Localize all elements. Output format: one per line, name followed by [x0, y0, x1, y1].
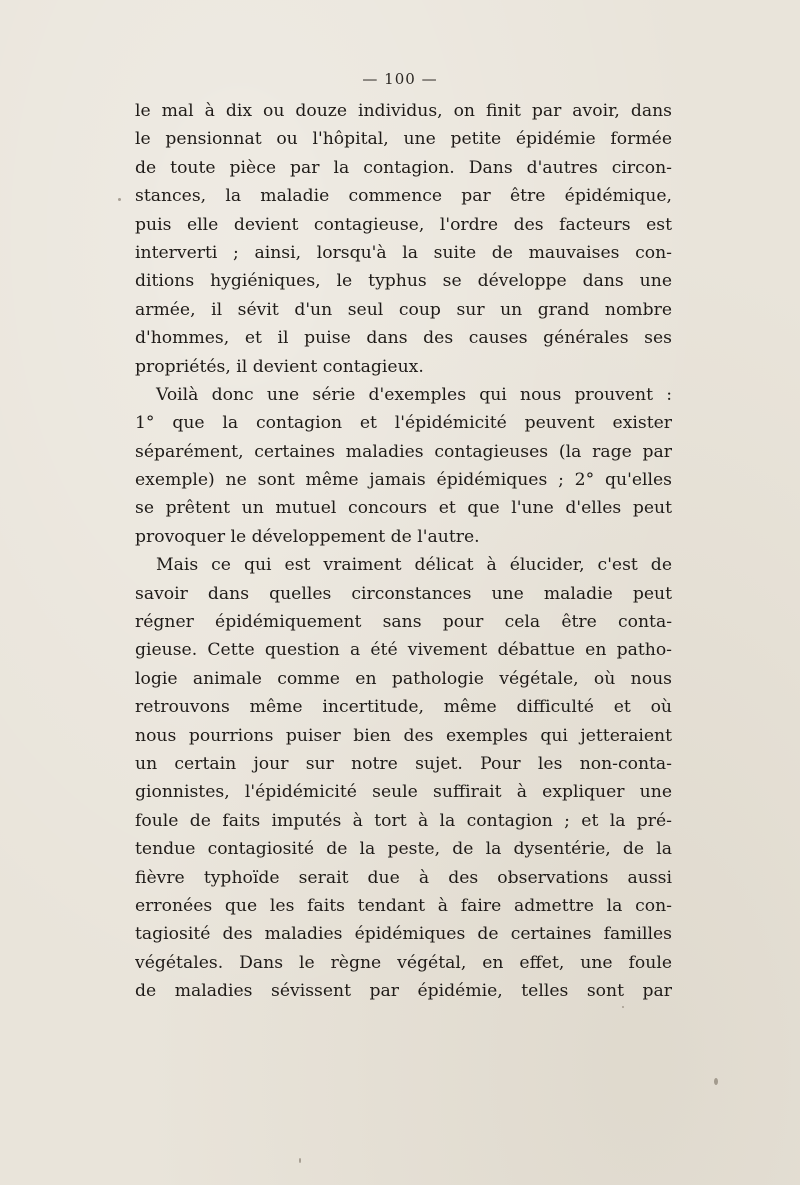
- paragraph-start-line: Voilà donc une série d'exemples qui nous prouvent :: [156, 384, 672, 405]
- paragraph-end-line: provoquer le développement de l'autre.: [135, 526, 480, 547]
- text-line: végétales. Dans le règne végétal, en effet, une foule: [135, 952, 672, 973]
- text-line: séparément, certaines maladies contagieuses (la rage par: [135, 441, 672, 462]
- text-line: stances, la maladie commence par être épidémique,: [135, 186, 672, 207]
- text-line: erronées que les faits tendant à faire admettre la con-: [135, 895, 672, 916]
- text-line: armée, il sévit d'un seul coup sur un grand nombre: [135, 299, 672, 320]
- text-line: le mal à dix ou douze individus, on finit par avoir, dans: [135, 101, 672, 121]
- paragraph-start-line: Mais ce qui est vraiment délicat à élucider, c'est de: [156, 555, 672, 576]
- text-line: 1° que la contagion et l'épidémicité peuvent exister: [135, 413, 672, 434]
- text-line: logie animale comme en pathologie végétale, où nous: [135, 668, 672, 689]
- text-line: tagiosité des maladies épidémiques de certaines familles: [135, 924, 672, 945]
- text-line: nous pourrions puiser bien des exemples qui jetteraient: [135, 725, 672, 746]
- text-line: de toute pièce par la contagion. Dans d'autres circon-: [135, 157, 672, 178]
- paper-speck: [118, 198, 121, 201]
- page-number: — 100 —: [362, 70, 438, 88]
- text-line: foule de faits imputés à tort à la contagion ; et la pré-: [135, 810, 672, 831]
- paragraph-end-line: propriétés, il devient contagieux.: [135, 356, 424, 377]
- text-line: exemple) ne sont même jamais épidémiques ; 2° qu'elles: [135, 470, 672, 491]
- text-line: gionnistes, l'épidémicité seule suffirait à expliquer une: [135, 782, 672, 803]
- paper-speck: [714, 1078, 718, 1085]
- text-line: savoir dans quelles circonstances une maladie peut: [135, 583, 672, 604]
- text-line: ditions hygiéniques, le typhus se développe dans une: [135, 271, 672, 292]
- text-line: gieuse. Cette question a été vivement débattue en patho-: [135, 640, 672, 661]
- text-line: fièvre typhoïde serait due à des observations aussi: [135, 867, 672, 888]
- text-line: retrouvons même incertitude, même difficulté et où: [135, 697, 672, 718]
- paper-speck: [622, 1006, 624, 1008]
- text-line: puis elle devient contagieuse, l'ordre des facteurs est: [135, 214, 672, 235]
- text-line: d'hommes, et il puise dans des causes générales ses: [135, 328, 672, 349]
- text-line: régner épidémiquement sans pour cela être conta-: [135, 612, 672, 633]
- text-line: se prêtent un mutuel concours et que l'une d'elles peut: [135, 498, 672, 519]
- text-line: un certain jour sur notre sujet. Pour les non-conta-: [135, 753, 672, 774]
- text-line: le pensionnat ou l'hôpital, une petite épidémie formée: [135, 129, 672, 150]
- paper-speck: [299, 1158, 301, 1163]
- text-line: de maladies sévissent par épidémie, telles sont par: [135, 981, 672, 1002]
- text-line: tendue contagiosité de la peste, de la dysentérie, de la: [135, 839, 672, 860]
- body-text: [135, 97, 672, 1006]
- text-line: interverti ; ainsi, lorsqu'à la suite de mauvaises con-: [135, 242, 672, 263]
